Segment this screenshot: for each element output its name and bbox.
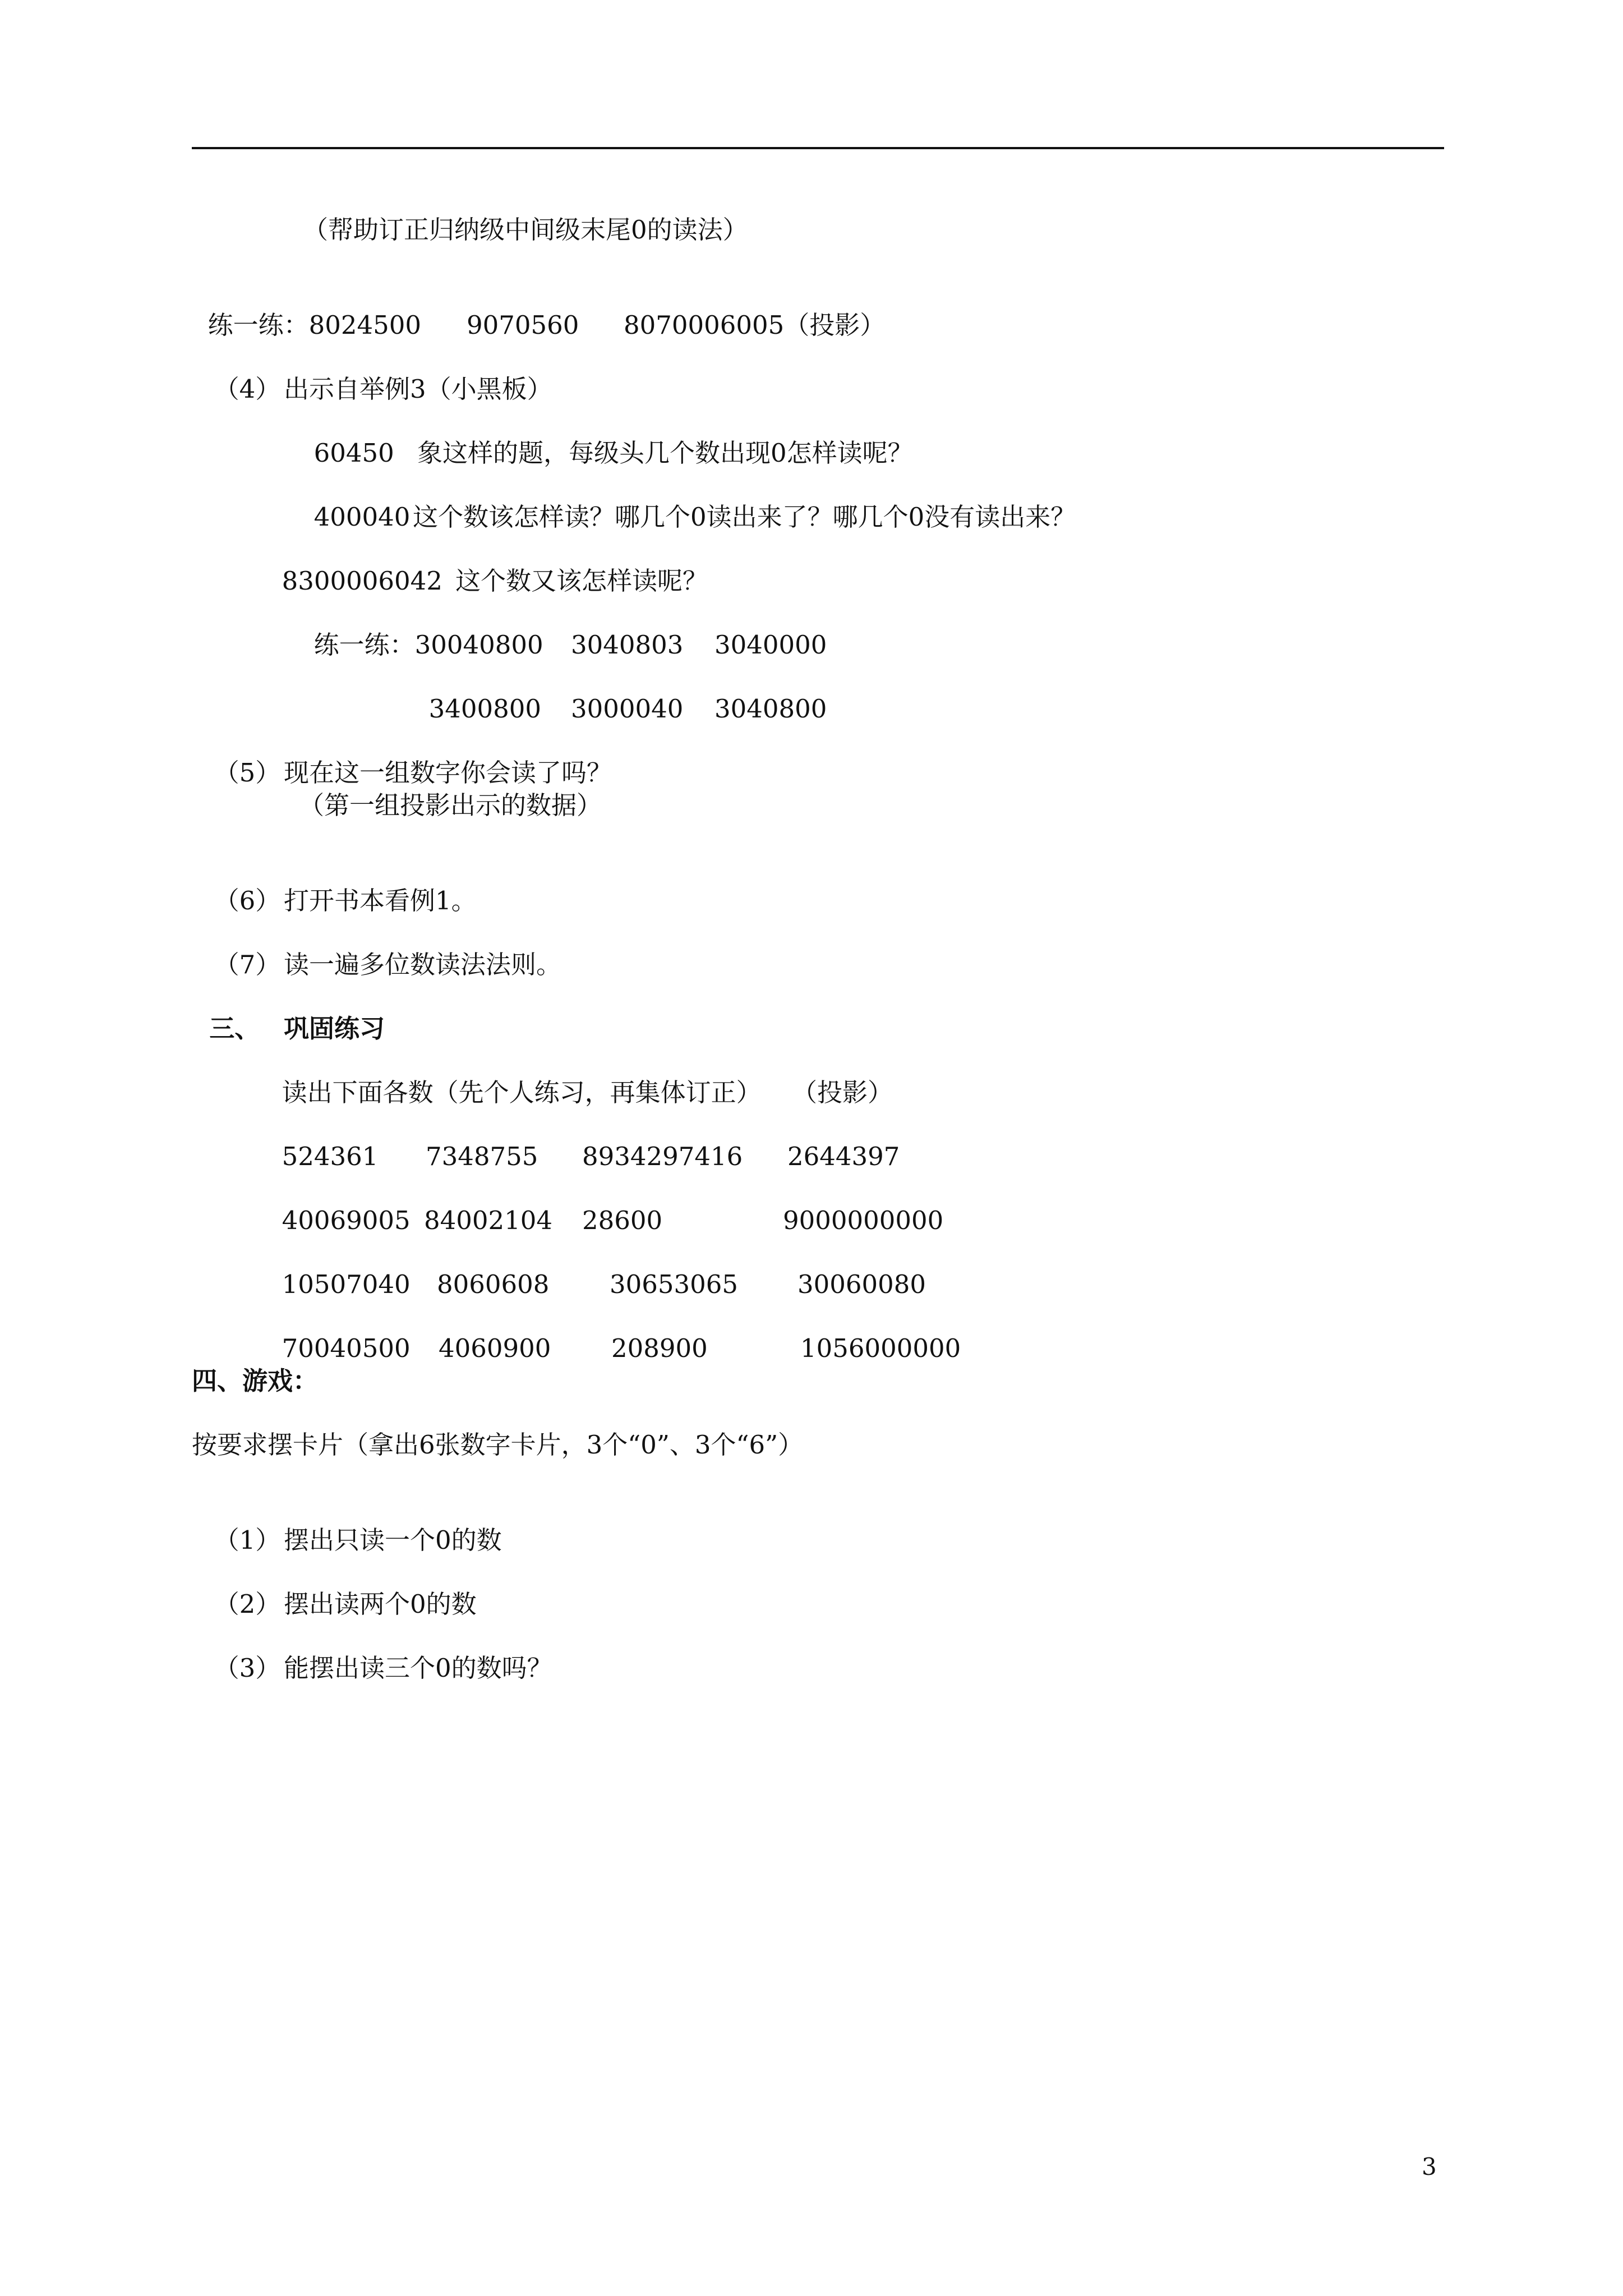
number-row xyxy=(266,1110,900,1172)
instruction-tail: （投影） xyxy=(792,1078,893,1107)
step-line xyxy=(198,854,477,917)
practice-number: 3040800 xyxy=(714,694,827,724)
practice-number: 3040803 xyxy=(571,630,684,660)
example-line xyxy=(266,534,708,597)
step-text: 摆出读两个0的数 xyxy=(284,1589,477,1619)
step-line xyxy=(198,1621,552,1684)
practice-line xyxy=(298,598,827,661)
practice-number: 3000040 xyxy=(571,694,684,724)
practice-number: 3040000 xyxy=(714,630,827,660)
number-cell: 10507040 xyxy=(282,1269,411,1299)
number-row xyxy=(266,1301,961,1364)
step-line xyxy=(198,726,612,789)
step-text: 读一遍多位数读法法则。 xyxy=(284,950,562,979)
practice-label: 练一练：30040800 xyxy=(313,630,543,660)
example-text: 象这样的题，每级头几个数出现0怎样读呢？ xyxy=(417,438,913,468)
step-number: （1） xyxy=(214,1525,281,1555)
number-cell: 40069005 xyxy=(282,1205,411,1235)
number-cell: 524361 xyxy=(282,1142,379,1171)
step-text: 能摆出读三个0的数吗？ xyxy=(284,1653,552,1683)
number-cell: 1056000000 xyxy=(800,1333,961,1363)
note-line: （帮助订正归纳级中间级末尾0的读法） xyxy=(303,215,748,245)
number-row xyxy=(266,1237,926,1300)
step-text: 打开书本看例1。 xyxy=(284,886,477,915)
number-cell: 7348755 xyxy=(426,1142,538,1171)
note-line: （第一组投影出示的数据） xyxy=(299,790,602,820)
instruction-line: 按要求摆卡片（拿出6张数字卡片，3个“0”、3个“6”） xyxy=(192,1430,804,1460)
number-cell: 2644397 xyxy=(787,1142,900,1171)
instruction-line xyxy=(266,1046,893,1108)
step-line xyxy=(198,342,552,405)
number-cell: 9000000000 xyxy=(783,1205,944,1235)
section-heading: 四、游戏： xyxy=(192,1366,319,1396)
number-cell: 30653065 xyxy=(610,1269,739,1299)
section-title: 巩固练习 xyxy=(284,1014,385,1043)
step-number: （3） xyxy=(214,1653,281,1683)
example-number: 8300006042 xyxy=(282,566,442,596)
number-row xyxy=(266,1174,944,1236)
example-text: 这个数该怎样读？哪几个0读出来了？哪几个0没有读出来？ xyxy=(413,502,1076,532)
practice-number: 8070006005（投影） xyxy=(624,310,886,340)
number-cell: 28600 xyxy=(582,1205,663,1235)
step-number: （7） xyxy=(214,950,281,979)
number-cell: 70040500 xyxy=(282,1333,411,1363)
practice-label: 练一练：8024500 xyxy=(208,310,422,340)
step-line xyxy=(198,1557,477,1620)
number-cell: 30060080 xyxy=(797,1269,926,1299)
number-cell: 84002104 xyxy=(424,1205,553,1235)
section-heading xyxy=(192,982,385,1045)
step-number: （5） xyxy=(214,758,281,788)
practice-line xyxy=(192,278,886,341)
number-cell: 8060608 xyxy=(437,1269,550,1299)
practice-number: 9070560 xyxy=(467,310,579,340)
practice-line xyxy=(413,662,827,725)
header-rule xyxy=(192,147,1444,149)
step-line xyxy=(198,1493,502,1556)
number-cell: 8934297416 xyxy=(582,1142,743,1171)
step-text: 出示自举例3（小黑板） xyxy=(284,374,552,404)
section-number: 三、 xyxy=(209,1014,260,1043)
step-text: 摆出只读一个0的数 xyxy=(284,1525,502,1555)
step-line xyxy=(198,918,562,981)
number-cell: 208900 xyxy=(611,1333,708,1363)
page-number: 3 xyxy=(1422,2153,1437,2180)
step-number: （6） xyxy=(214,886,281,915)
step-number: （4） xyxy=(214,374,281,404)
example-text: 这个数又该怎样读呢？ xyxy=(455,566,708,596)
step-text: 现在这一组数字你会读了吗？ xyxy=(284,758,612,788)
number-cell: 4060900 xyxy=(439,1333,551,1363)
example-line xyxy=(298,470,1076,533)
example-number: 400040 xyxy=(313,502,411,532)
example-line xyxy=(298,406,913,469)
instruction-text: 读出下面各数（先个人练习，再集体订正） xyxy=(282,1078,762,1107)
example-number: 60450 xyxy=(313,438,394,468)
practice-number: 3400800 xyxy=(428,694,542,724)
step-number: （2） xyxy=(214,1589,281,1619)
